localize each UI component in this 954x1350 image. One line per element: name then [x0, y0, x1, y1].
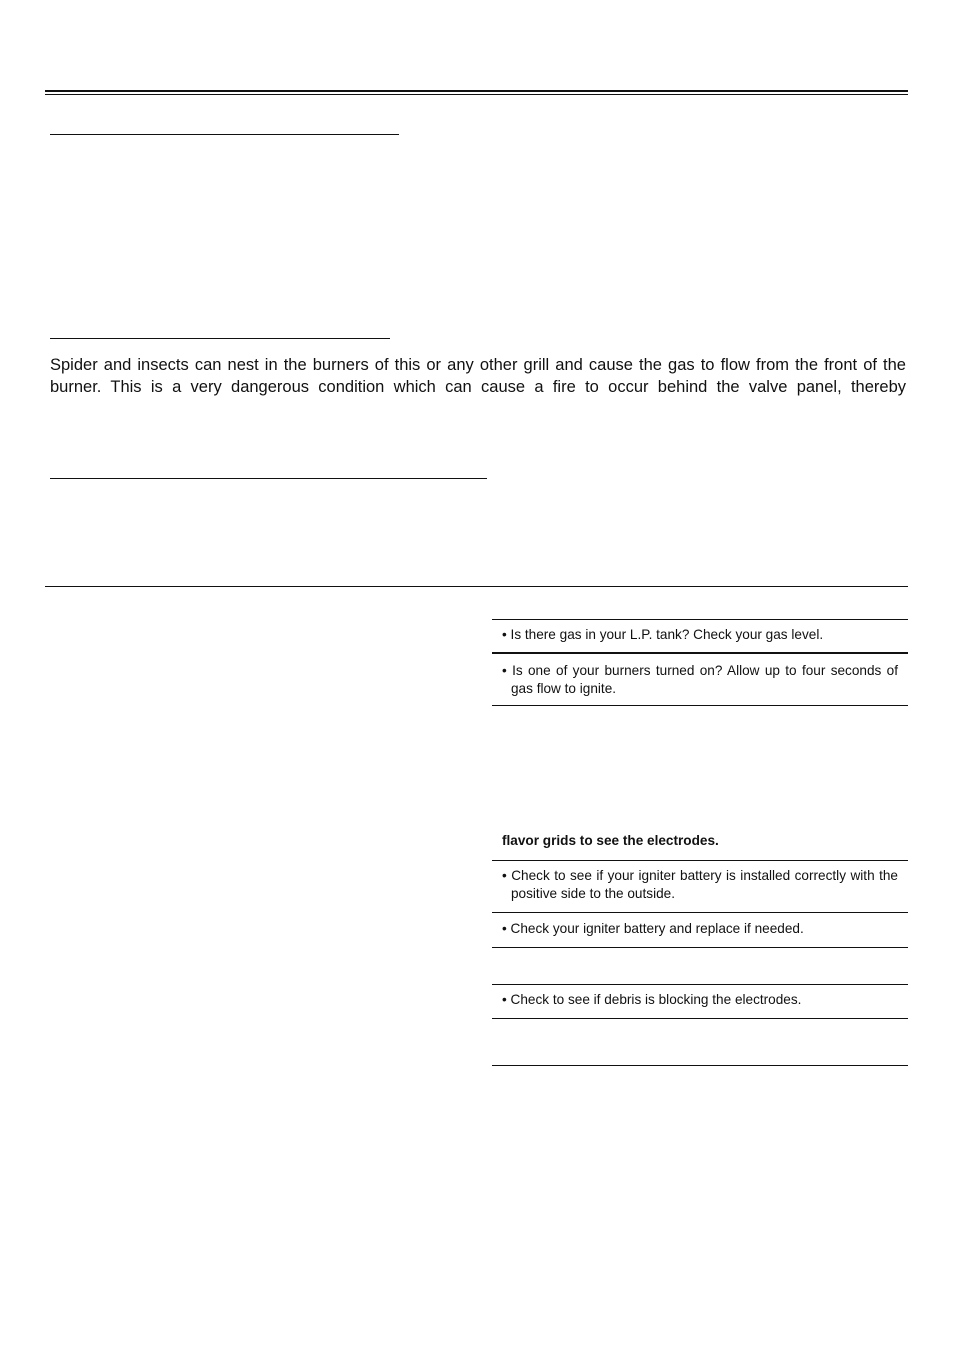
section-divider [45, 586, 908, 587]
table-rule [492, 1018, 908, 1019]
table-row: • Is there gas in your L.P. tank? Check your gas level. [502, 627, 824, 642]
table-rule [492, 705, 908, 706]
table-rule [492, 1065, 908, 1066]
table-rule [492, 619, 908, 620]
table-row: • Is one of your burners turned on? Allow up to four seconds of gas flow to ignite. [502, 663, 898, 696]
section-2-heading-underline [50, 338, 390, 339]
table-row: • Check to see if your igniter battery is installed correctly with the positive side to the outside. [502, 868, 898, 901]
spider-warning-paragraph: Spider and insects can nest in the burners of this or any other grill and cause the gas to flow from the front of the burner. This is a very dangerous condition which can cause a fire to occur behind the valve panel, thereby [50, 356, 906, 396]
table-rule [492, 947, 908, 948]
header-double-rule-top [45, 90, 908, 92]
table-row: • Check your igniter battery and replace if needed. [502, 921, 804, 936]
section-3-heading-underline [50, 478, 487, 479]
table-row: flavor grids to see the electrodes. [502, 833, 719, 848]
header-double-rule-bottom [45, 94, 908, 95]
table-rule [492, 912, 908, 913]
section-1-heading-underline [50, 134, 399, 135]
table-rule [492, 860, 908, 861]
table-row: • Check to see if debris is blocking the electrodes. [502, 992, 802, 1007]
table-rule [492, 984, 908, 985]
table-rule [492, 652, 908, 654]
